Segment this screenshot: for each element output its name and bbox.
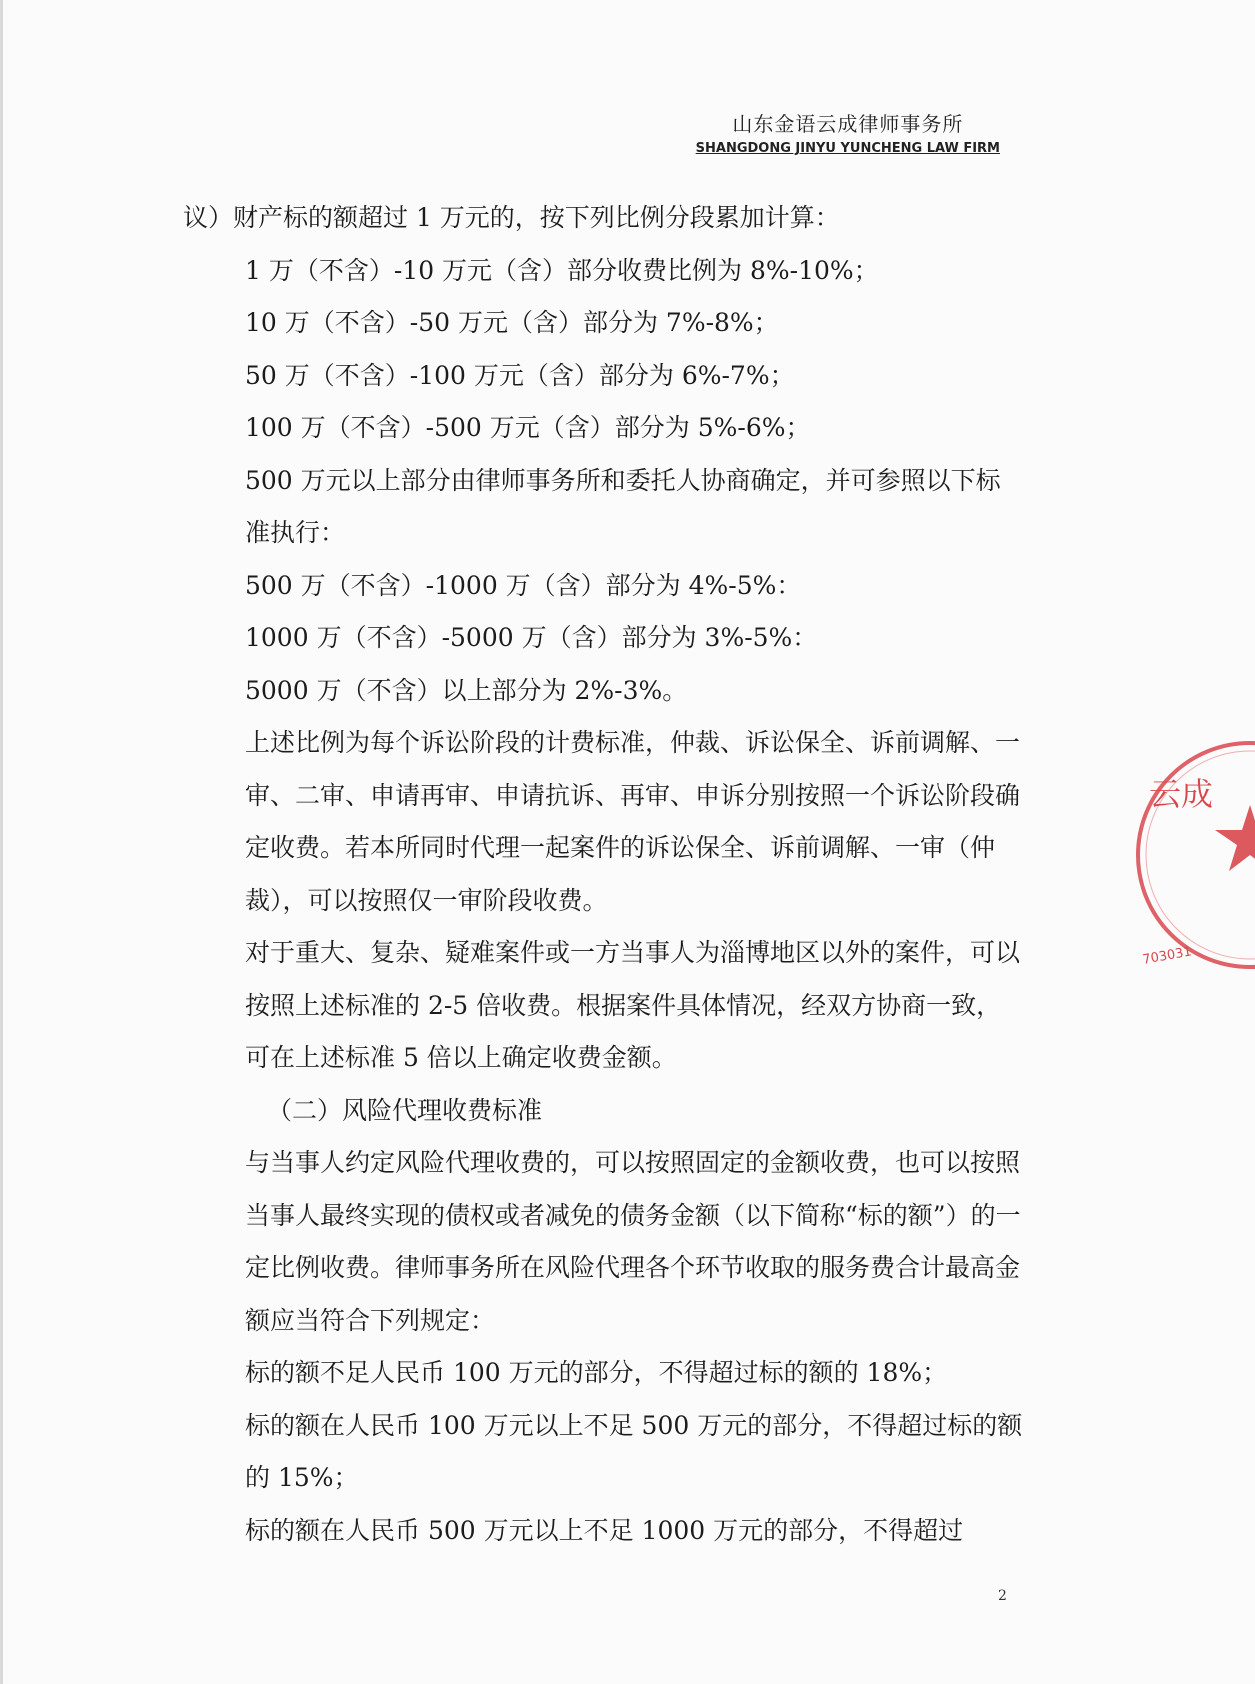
paragraph: 议）财产标的额超过 1 万元的，按下列比例分段累加计算：: [183, 203, 840, 232]
paragraph: 标的额在人民币 500 万元以上不足 1000 万元的部分，不得超过: [245, 1515, 964, 1545]
paragraph: 对于重大、复杂、疑难案件或一方当事人为淄博地区以外的案件，可以按照上述标准的 2-5 倍收费。根据案件具体情况，经双方协商一致，可在上述标准 5 倍以上确定收费金额。: [245, 938, 1021, 1072]
paragraph: 500 万元以上部分由律师事务所和委托人协商确定，并可参照以下标准执行：: [245, 465, 1001, 547]
letterhead: [696, 108, 1000, 156]
paragraph: 10 万（不含）-50 万元（含）部分为 7%-8%；: [245, 308, 779, 337]
paragraph: 5000 万（不含）以上部分为 2%-3%。: [245, 675, 688, 705]
paragraph: 与当事人约定风险代理收费的，可以按照固定的金额收费，也可以按照当事人最终实现的债权或者减免的债务金额（以下简称“标的额”）的一定比例收费。律师事务所在风险代理各个环节收取的服务费合计最高金额应当符合下列规定：: [245, 1148, 1021, 1335]
paragraph: 标的额在人民币 100 万元以上不足 500 万元的部分，不得超过标的额的 15%；: [245, 1410, 1023, 1492]
red-seal-stamp: [1125, 735, 1255, 975]
paragraph: 1 万（不含）-10 万元（含）部分收费比例为 8%-10%；: [245, 255, 879, 285]
paragraph: 标的额不足人民币 100 万元的部分，不得超过标的额的 18%；: [245, 1358, 948, 1387]
seal-text: 云成: [1149, 775, 1214, 813]
firm-name-cn: 山东金语云成律师事务所: [732, 112, 964, 136]
scan-edge: [0, 0, 3, 1684]
paragraph: 50 万（不含）-100 万元（含）部分为 6%-7%；: [245, 360, 795, 390]
paragraph: 100 万（不含）-500 万元（含）部分为 5%-6%；: [245, 413, 811, 442]
paragraph: 上述比例为每个诉讼阶段的计费标准，仲裁、诉讼保全、诉前调解、一审、二审、申请再审、申请抗诉、再审、申诉分别按照一个诉讼阶段确定收费。若本所同时代理一起案件的诉讼保全、诉前调解、一审（仲裁），可以按照仅一审阶段收费。: [245, 728, 1021, 915]
document-body: [183, 192, 1023, 1557]
paragraph: 500 万（不含）-1000 万（含）部分为 4%-5%：: [245, 570, 802, 600]
section-heading: （二）风险代理收费标准: [267, 1095, 543, 1125]
page-number: 2: [998, 1588, 1007, 1604]
firm-name-en: SHANGDONG JINYU YUNCHENG LAW FIRM: [695, 141, 1000, 156]
paragraph: 1000 万（不含）-5000 万（含）部分为 3%-5%：: [245, 623, 818, 652]
seal-number: 703031: [1141, 944, 1193, 968]
